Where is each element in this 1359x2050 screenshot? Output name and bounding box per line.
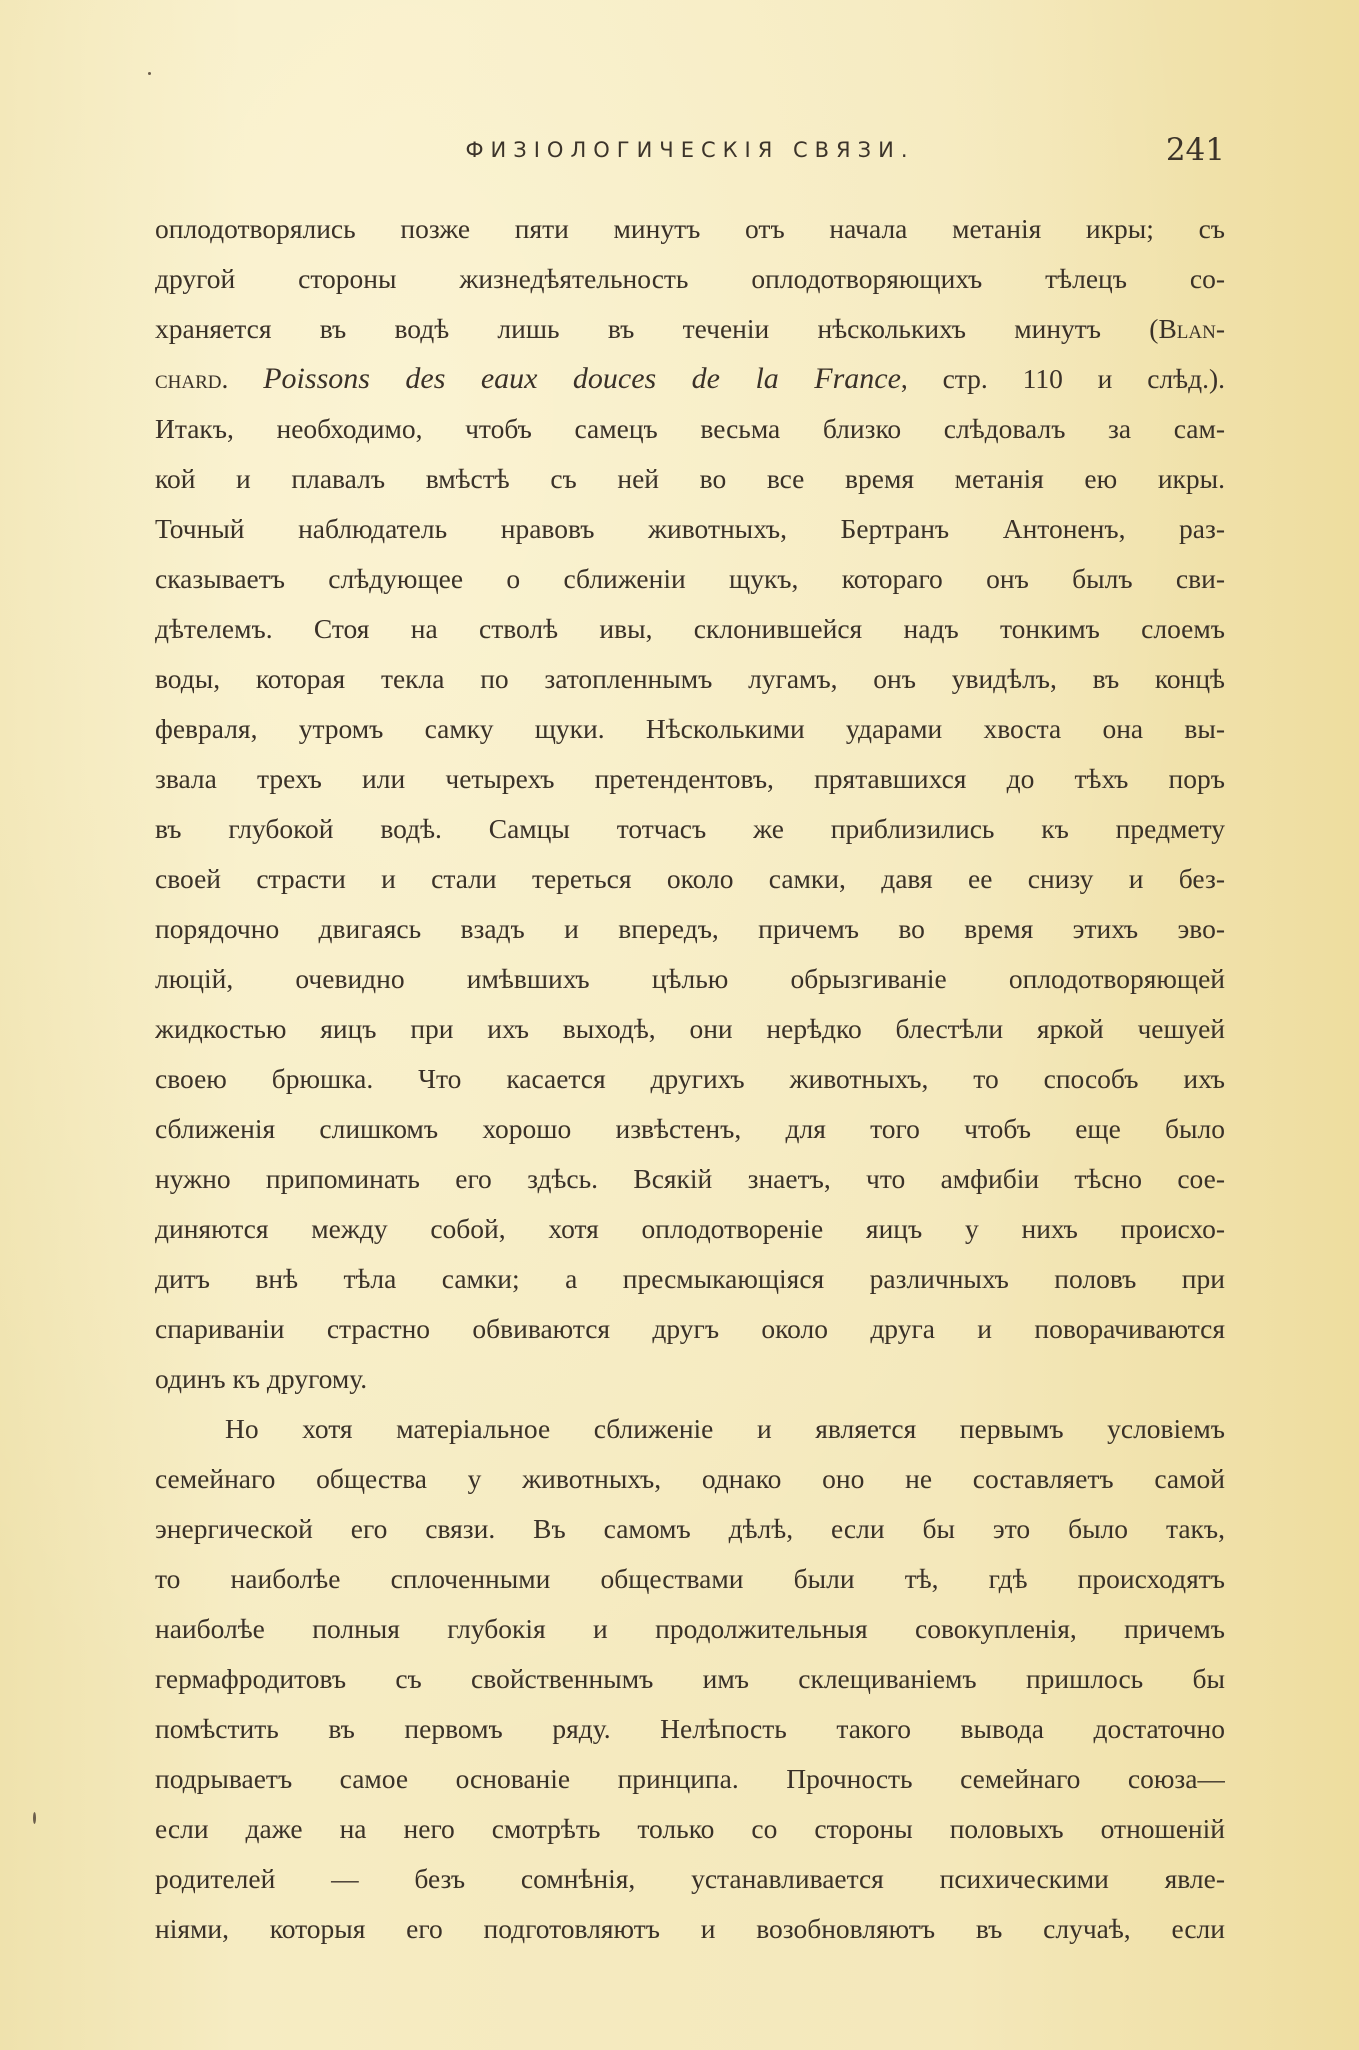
paper-speck <box>33 1812 36 1824</box>
text-line: кой и плавалъ вмѣстѣ съ ней во все время метанія ею икры. <box>155 463 1225 494</box>
text-line: другой стороны жизнедѣятельность оплодотворяющихъ тѣлецъ со- <box>155 263 1225 294</box>
text-line: дитъ внѣ тѣла самки; а пресмыкающіяся различныхъ половъ при <box>155 1263 1225 1294</box>
text-line: люцій, очевидно имѣвшихъ цѣлью обрызгиваніе оплодотворяющей <box>155 963 1225 994</box>
text-line: Итакъ, необходимо, чтобъ самецъ весьма близко слѣдовалъ за сам- <box>155 413 1225 444</box>
paper-speck <box>148 72 151 75</box>
citation-author: Blan- <box>1158 313 1225 344</box>
body-text <box>155 204 1225 1954</box>
citation-rest: , стр. 110 и слѣд.). <box>900 363 1225 394</box>
text-line: Но хотя матеріальное сближеніе и является первымъ условіемъ <box>225 1413 1225 1444</box>
text-line: если даже на него смотрѣть только со стороны половыхъ отношеній <box>155 1813 1225 1844</box>
text-line: родителей — безъ сомнѣнія, устанавливается психическими явле- <box>155 1863 1225 1894</box>
text-line: гермафродитовъ съ свойственнымъ имъ склещиваніемъ пришлось бы <box>155 1663 1225 1694</box>
citation-separator: . <box>221 363 264 394</box>
text-line: Точный наблюдатель нравовъ животныхъ, Бертранъ Антоненъ, раз- <box>155 513 1225 544</box>
text-line: звала трехъ или четырехъ претендентовъ, прятавшихся до тѣхъ поръ <box>155 763 1225 794</box>
page-header <box>155 132 1225 182</box>
text-line: спариваніи страстно обвиваются другъ около друга и поворачиваются <box>155 1313 1225 1344</box>
text-line: наиболѣе полныя глубокія и продолжительныя совокупленія, причемъ <box>155 1613 1225 1644</box>
text-line: одинъ къ другому. <box>155 1363 368 1394</box>
text-line: февраля, утромъ самку щуки. Нѣсколькими ударами хвоста она вы- <box>155 713 1225 744</box>
running-title: ФИЗІОЛОГИЧЕСКІЯ СВЯЗИ. <box>465 138 915 162</box>
text-line: энергической его связи. Въ самомъ дѣлѣ, если бы это было такъ, <box>155 1513 1225 1544</box>
text-line: оплодотворялись позже пяти минутъ отъ начала метанія икры; съ <box>155 213 1225 244</box>
text-line: сближенія слишкомъ хорошо извѣстенъ, для того чтобъ еще было <box>155 1113 1225 1144</box>
text-line: воды, которая текла по затопленнымъ лугамъ, онъ увидѣлъ, въ концѣ <box>155 663 1225 694</box>
text-line: своею брюшка. Что касается другихъ животныхъ, то способъ ихъ <box>155 1063 1225 1094</box>
text-line: ніями, которыя его подготовляютъ и возобновляютъ въ случаѣ, если <box>155 1913 1225 1944</box>
citation-author-continued: chard <box>155 363 222 394</box>
text-line: семейнаго общества у животныхъ, однако оно не составляетъ самой <box>155 1463 1225 1494</box>
text-line <box>155 304 1225 354</box>
text-line: то наиболѣе сплоченными обществами были тѣ, гдѣ происходятъ <box>155 1563 1225 1594</box>
page-number: 241 <box>1165 132 1225 168</box>
text-line: сказываетъ слѣдующее о сближеніи щукъ, котораго онъ былъ сви- <box>155 563 1225 594</box>
text-line: помѣстить въ первомъ ряду. Нелѣпость такого вывода достаточно <box>155 1713 1225 1744</box>
citation-line <box>155 354 1225 404</box>
citation-title: Poissons des eaux douces de la France <box>263 362 901 395</box>
text-line: порядочно двигаясь взадъ и впередъ, причемъ во время этихъ эво- <box>155 913 1225 944</box>
text-line: диняются между собой, хотя оплодотвореніе яицъ у нихъ происхо- <box>155 1213 1225 1244</box>
text-line: жидкостью яицъ при ихъ выходѣ, они нерѣдко блестѣли яркой чешуей <box>155 1013 1225 1044</box>
text-line: въ глубокой водѣ. Самцы тотчасъ же приблизились къ предмету <box>155 813 1225 844</box>
text-line: дѣтелемъ. Стоя на стволѣ ивы, склонившейся надъ тонкимъ слоемъ <box>155 613 1225 644</box>
text-line: подрываетъ самое основаніе принципа. Прочность семейнаго союза— <box>155 1763 1225 1794</box>
text-line: своей страсти и стали тереться около самки, давя ее снизу и без- <box>155 863 1225 894</box>
text-line: нужно припоминать его здѣсь. Всякій знаетъ, что амфибіи тѣсно сое- <box>155 1163 1225 1194</box>
text-segment: храняется въ водѣ лишь въ теченіи нѣсколькихъ минутъ ( <box>155 313 1159 344</box>
